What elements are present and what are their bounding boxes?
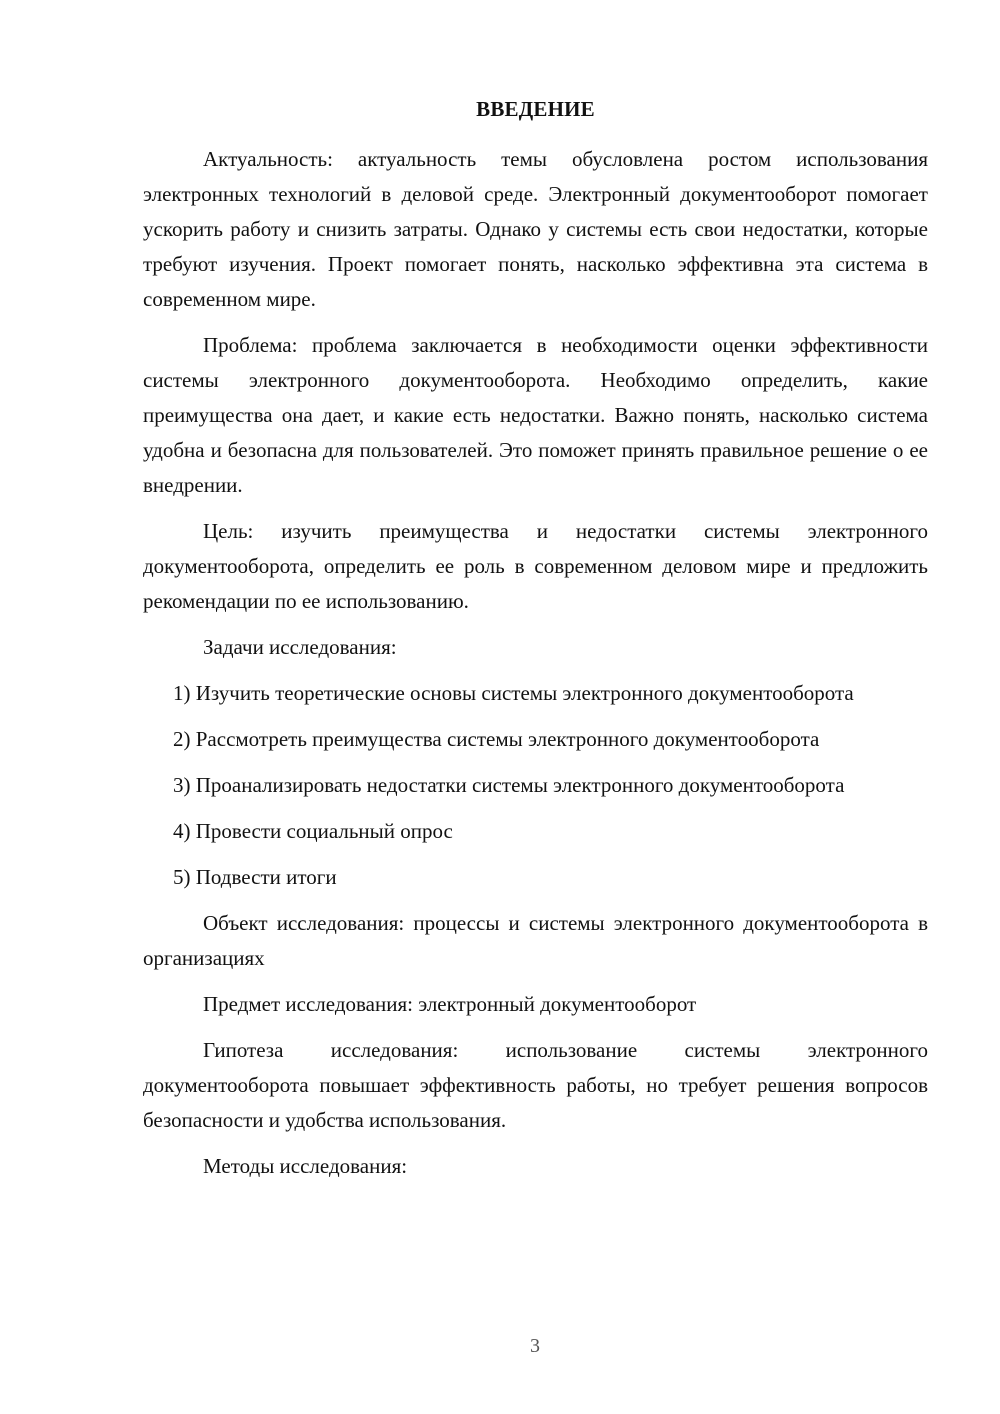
list-item-task-3: 3) Проанализировать недостатки системы электронного документооборота	[173, 773, 845, 797]
list-item-task-5: 5) Подвести итоги	[173, 865, 337, 889]
paragraph-tasks-heading: Задачи исследования:	[203, 635, 397, 659]
paragraph-problem: Проблема: проблема заключается в необходимости оценки эффективности системы электронного документооборота. Необходимо определить, какие преимущества она дает, и какие есть недостатки. Важно понять, насколько система удобна и безопасна для пользователей. Это поможет принять правильное решение о ее внедрении.	[143, 333, 928, 497]
list-item-task-1: 1) Изучить теоретические основы системы электронного документооборота	[173, 681, 854, 705]
section-title: ВВЕДЕНИЕ	[476, 97, 595, 121]
list-item-task-4: 4) Провести социальный опрос	[173, 819, 453, 843]
paragraph-methods: Методы исследования:	[203, 1154, 408, 1178]
body-text	[143, 142, 928, 1195]
paragraph-goal: Цель: изучить преимущества и недостатки системы электронного документооборота, определить ее роль в современном деловом мире и предложить рекомендации по ее использованию.	[143, 519, 928, 613]
list-item-task-2: 2) Рассмотреть преимущества системы электронного документооборота	[173, 727, 820, 751]
paragraph-hypothesis: Гипотеза исследования: использование системы электронного документооборота повышает эффективность работы, но требует решения вопросов безопасности и удобства использования.	[143, 1038, 928, 1132]
page-number: 3	[530, 1335, 540, 1357]
paragraph-relevance: Актуальность: актуальность темы обусловлена ростом использования электронных технологий в деловой среде. Электронный документооборот помогает ускорить работу и снизить затраты. Однако у системы есть свои недостатки, которые требуют изучения. Проект помогает понять, насколько эффективна эта система в современном мире.	[143, 147, 928, 311]
paragraph-subject: Предмет исследования: электронный документооборот	[203, 992, 697, 1016]
paragraph-object: Объект исследования: процессы и системы электронного документооборота в организациях	[143, 911, 928, 970]
